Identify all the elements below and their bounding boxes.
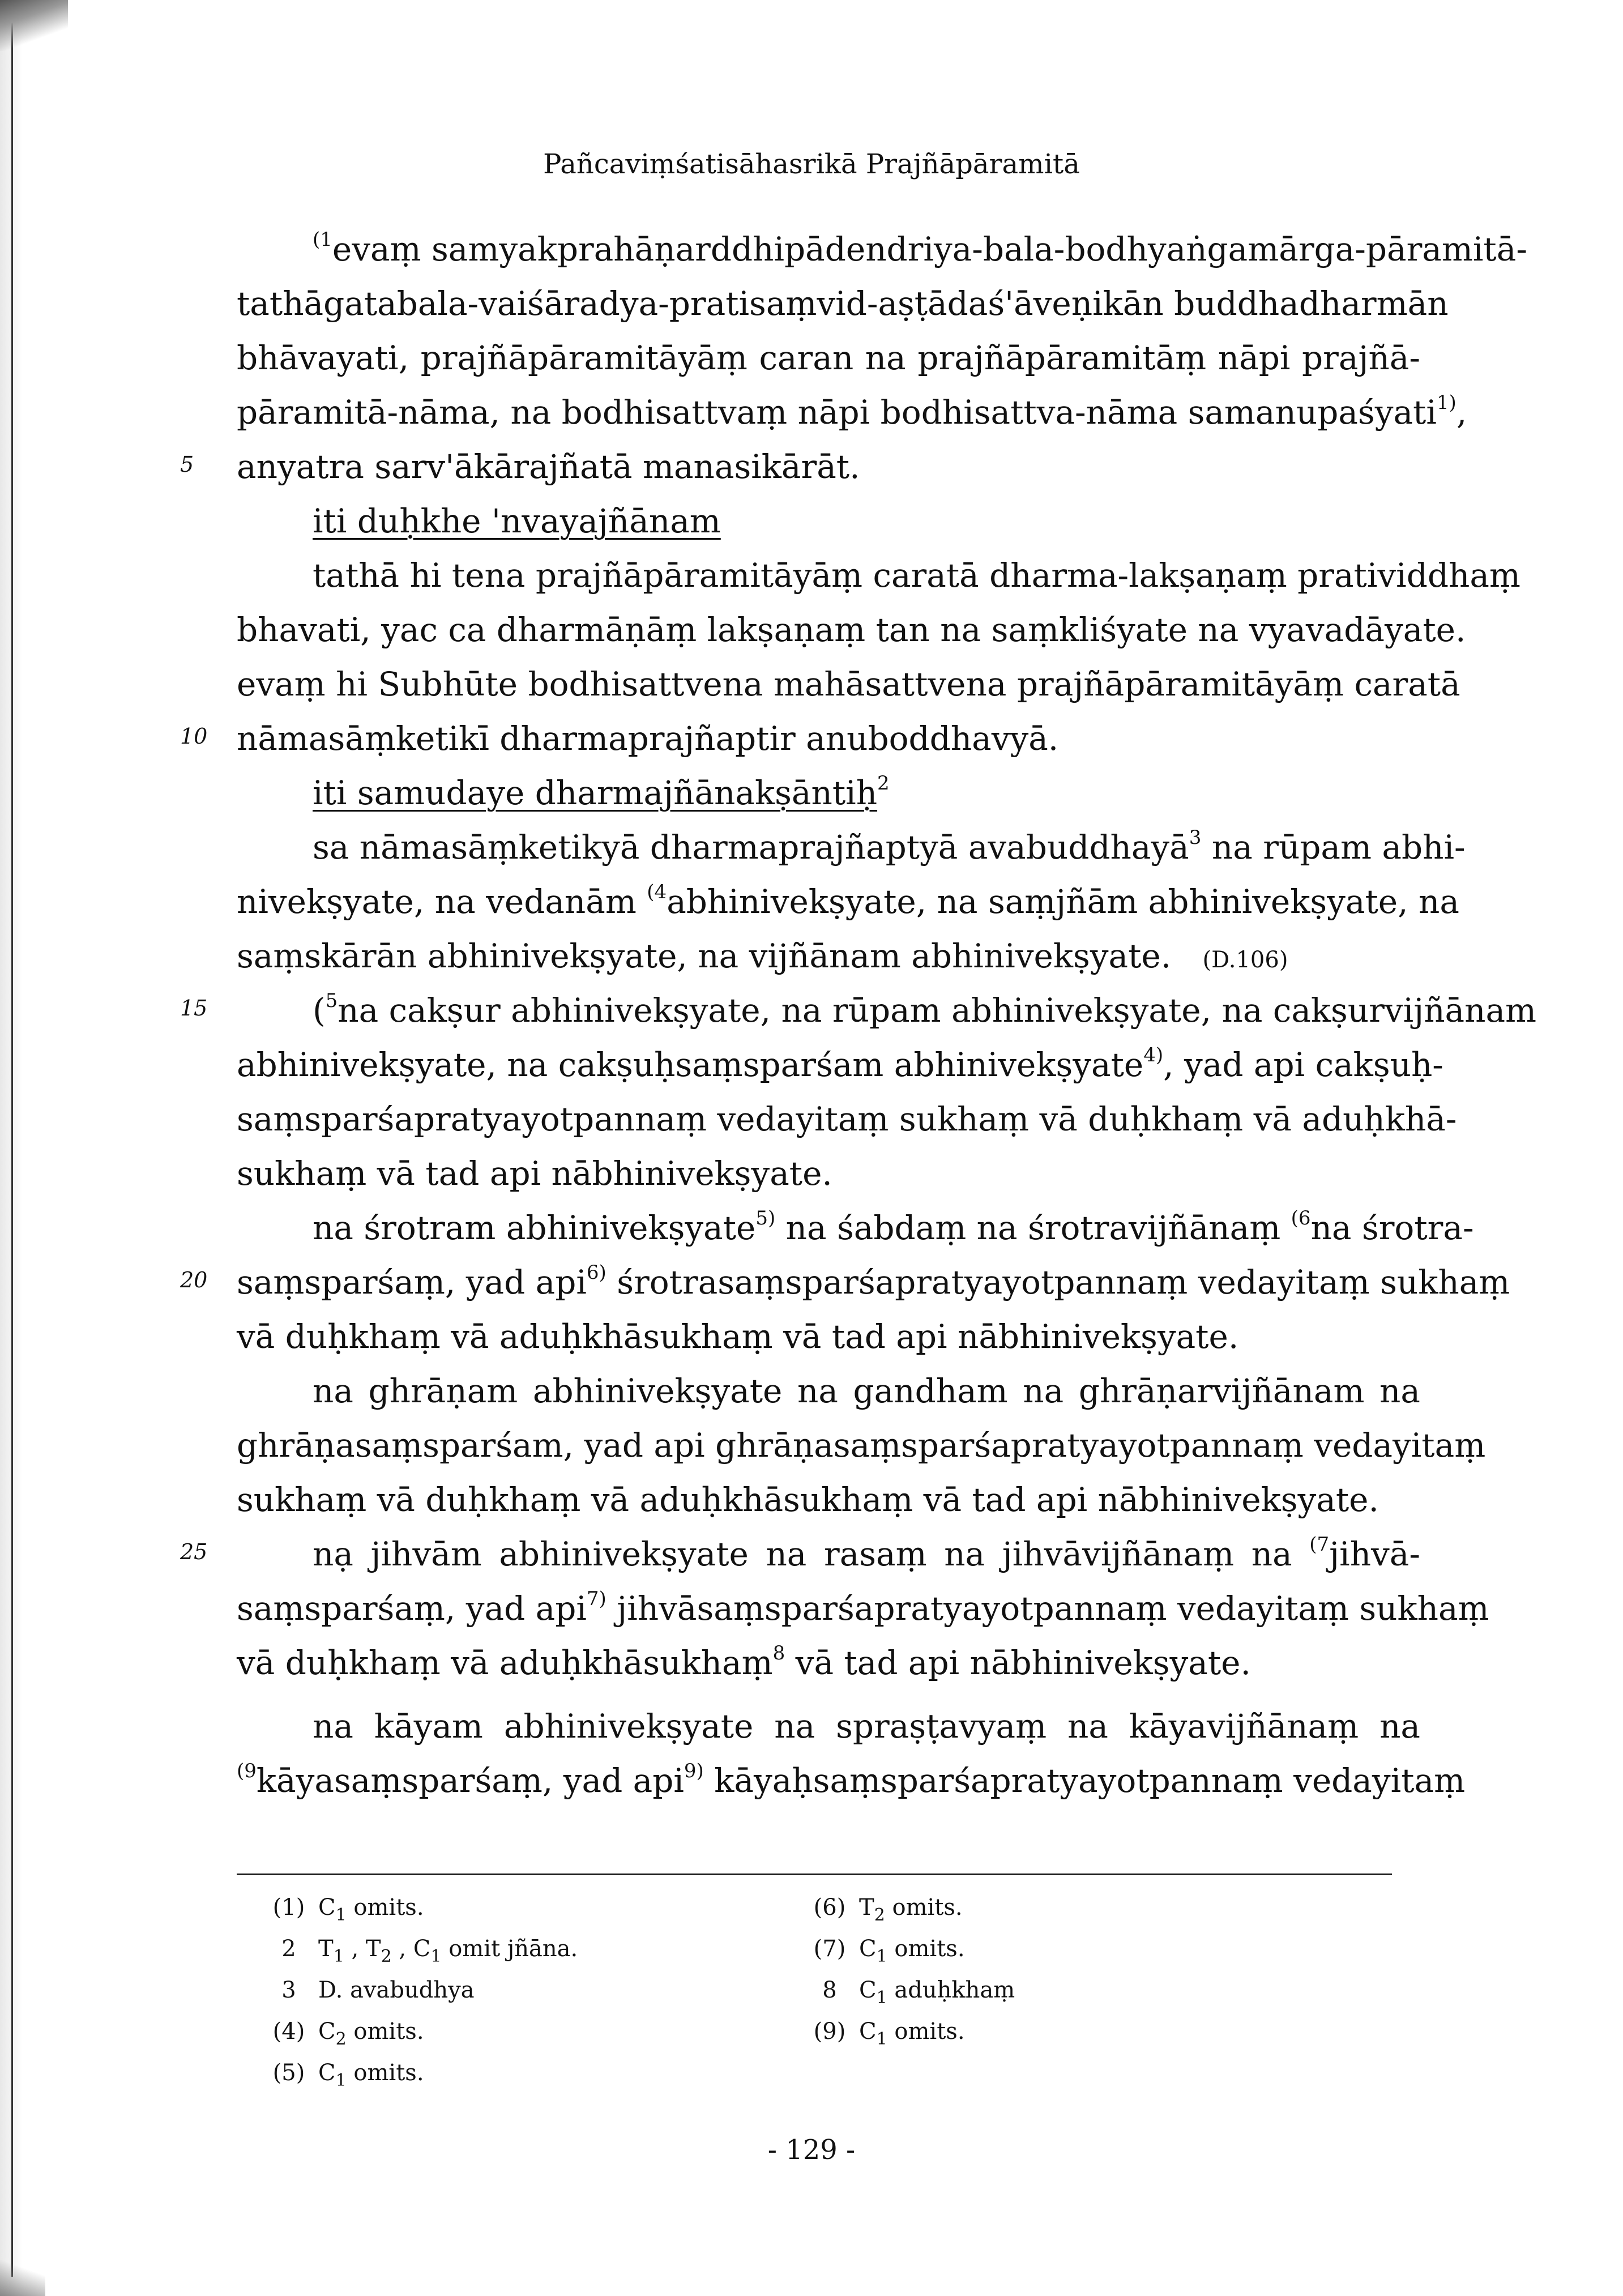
line-number-15: 15 xyxy=(180,996,208,1021)
footnote-3: 3 D. avabudhya xyxy=(281,1977,475,2003)
text-line-16: sukhaṃ vā tad api nābhinivekṣyate. xyxy=(237,1154,832,1193)
text-line-19: vā duḥkhaṃ vā aduḥkhāsukhaṃ vā tad api nābhinivekṣyate. xyxy=(237,1317,1239,1356)
section-heading-2: iti samudaye dharmajñānakṣāntiḥ$^2$ xyxy=(313,772,890,812)
text-line-15: saṃsparśapratyayotpannaṃ vedayitaṃ sukhaṃ vā duḥkhaṃ vā aduḥkhā- xyxy=(237,1100,1457,1138)
footnote-8: 8 $C_1$ aduḥkhaṃ xyxy=(822,1977,1015,2008)
text-line-25: vā duḥkhaṃ vā aduḥkhāsukhaṃ$^8$ vā tad api nābhinivekṣyate. xyxy=(237,1642,1251,1682)
footnote-9: (9) $C_1$ omits. xyxy=(813,2018,965,2049)
text-line-11: nivekṣyate, na vedanām $^{(4}$abhinivekṣyate, na saṃjñām abhinivekṣyate, na xyxy=(237,881,1459,921)
text-line-6: tathā hi tena prajñāpāramitāyāṃ caratā dharma-lakṣaṇaṃ pratividdhaṃ xyxy=(313,556,1521,595)
footnote-5: (5) $C_1$ omits. xyxy=(272,2060,424,2090)
text-line-12: saṃskārān abhinivekṣyate, na vijñānam abhinivekṣyate. (D.106) xyxy=(237,937,1288,975)
text-line-17: na śrotram abhinivekṣyate$^{5)}$ na śabdaṃ na śrotravijñānaṃ $^{(6}$na śrotra- xyxy=(313,1207,1474,1247)
text-line-26: na kāyam abhinivekṣyate na spraṣṭavyaṃ na kāyavijñānaṃ na xyxy=(313,1707,1420,1746)
footnote-1: (1) $C_1$ omits. xyxy=(272,1894,424,1925)
text-line-10: sa nāmasāṃketikyā dharmaprajñaptyā avabuddhayā$^3$ na rūpam abhi- xyxy=(313,826,1466,867)
text-line-24: saṃsparśaṃ, yad api$^{7)}$ jihvāsaṃsparśapratyayotpannaṃ vedayitaṃ sukhaṃ xyxy=(237,1587,1489,1628)
text-line-22: sukhaṃ vā duḥkhaṃ vā aduḥkhāsukhaṃ vā tad api nābhinivekṣyate. xyxy=(237,1480,1379,1519)
text-line-5: anyatra sarv'ākārajñatā manasikārāt. xyxy=(237,447,860,486)
line-number-20: 20 xyxy=(180,1268,208,1292)
line-number-5: 5 xyxy=(180,452,194,477)
text-line-9: nāmasāṃketikī dharmaprajñaptir anuboddhavyā. xyxy=(237,719,1059,758)
line-number-10: 10 xyxy=(180,724,208,749)
text-line-13: ($^5$na cakṣur abhinivekṣyate, na rūpam abhinivekṣyate, na cakṣurvijñānam xyxy=(313,989,1537,1030)
footnote-7: (7) $C_1$ omits. xyxy=(813,1936,965,1966)
text-line-4: pāramitā-nāma, na bodhisattvaṃ nāpi bodhisattva-nāma samanupaśyati$^{1)}$, xyxy=(237,391,1467,432)
text-line-14: abhinivekṣyate, na cakṣuḥsaṃsparśam abhinivekṣyate$^{4)}$, yad api cakṣuḥ- xyxy=(237,1044,1443,1084)
text-line-27: $^{(9}$kāyasaṃsparśaṃ, yad api$^{9)}$ kāyaḥsaṃsparśapratyayotpannaṃ vedayitaṃ xyxy=(237,1760,1466,1800)
text-line-8: evaṃ hi Subhūte bodhisattvena mahāsattvena prajñāpāramitāyāṃ caratā xyxy=(237,665,1460,703)
text-line-21: ghrāṇasaṃsparśam, yad api ghrāṇasaṃsparśapratyayotpannaṃ vedayitaṃ xyxy=(237,1426,1486,1465)
text-line-23: nạ jihvām abhinivekṣyate na rasaṃ na jihvāvijñānaṃ na $^{(7}$jihvā- xyxy=(313,1533,1420,1573)
text-line-2: tathāgatabala-vaiśāradya-pratisaṃvid-aṣṭādaś'āveṇikān buddhadharmān xyxy=(237,284,1449,323)
footnote-2: 2 $T_1$ , $T_2$ , $C_1$ omit jñāna. xyxy=(281,1936,578,1966)
running-title: Pañcaviṃśatisāhasrikā Prajñāpāramitā xyxy=(543,148,1080,180)
binding-edge-line xyxy=(11,23,13,2277)
text-line-7: bhavati, yac ca dharmāṇāṃ lakṣaṇaṃ tan na saṃkliśyate na vyavadāyate. xyxy=(237,611,1466,649)
text-line-1: $^{(1}$evaṃ samyakprahāṇarddhipādendriya-bala-bodhyaṅgamārga-pāramitā- xyxy=(313,228,1527,268)
line-number-25: 25 xyxy=(180,1539,208,1564)
footnote-6: (6) $T_2$ omits. xyxy=(813,1894,963,1925)
page-number: - 129 - xyxy=(767,2134,856,2166)
scan-foot-shadow xyxy=(0,2260,45,2296)
text-line-18: saṃsparśaṃ, yad api$^{6)}$ śrotrasaṃsparśapratyayotpannaṃ vedayitaṃ sukhaṃ xyxy=(237,1261,1510,1301)
section-heading-1: iti duḥkhe 'nvayajñānam xyxy=(313,502,721,540)
footnote-4: (4) $C_2$ omits. xyxy=(272,2018,424,2049)
scan-corner-shadow xyxy=(0,0,68,51)
text-line-20: na ghrāṇam abhinivekṣyate na gandham na ghrāṇarvijñānam na xyxy=(313,1372,1420,1410)
text-line-3: bhāvayati, prajñāpāramitāyāṃ caran na prajñāpāramitāṃ nāpi prajñā- xyxy=(237,339,1420,377)
footnote-rule xyxy=(237,1873,1392,1875)
